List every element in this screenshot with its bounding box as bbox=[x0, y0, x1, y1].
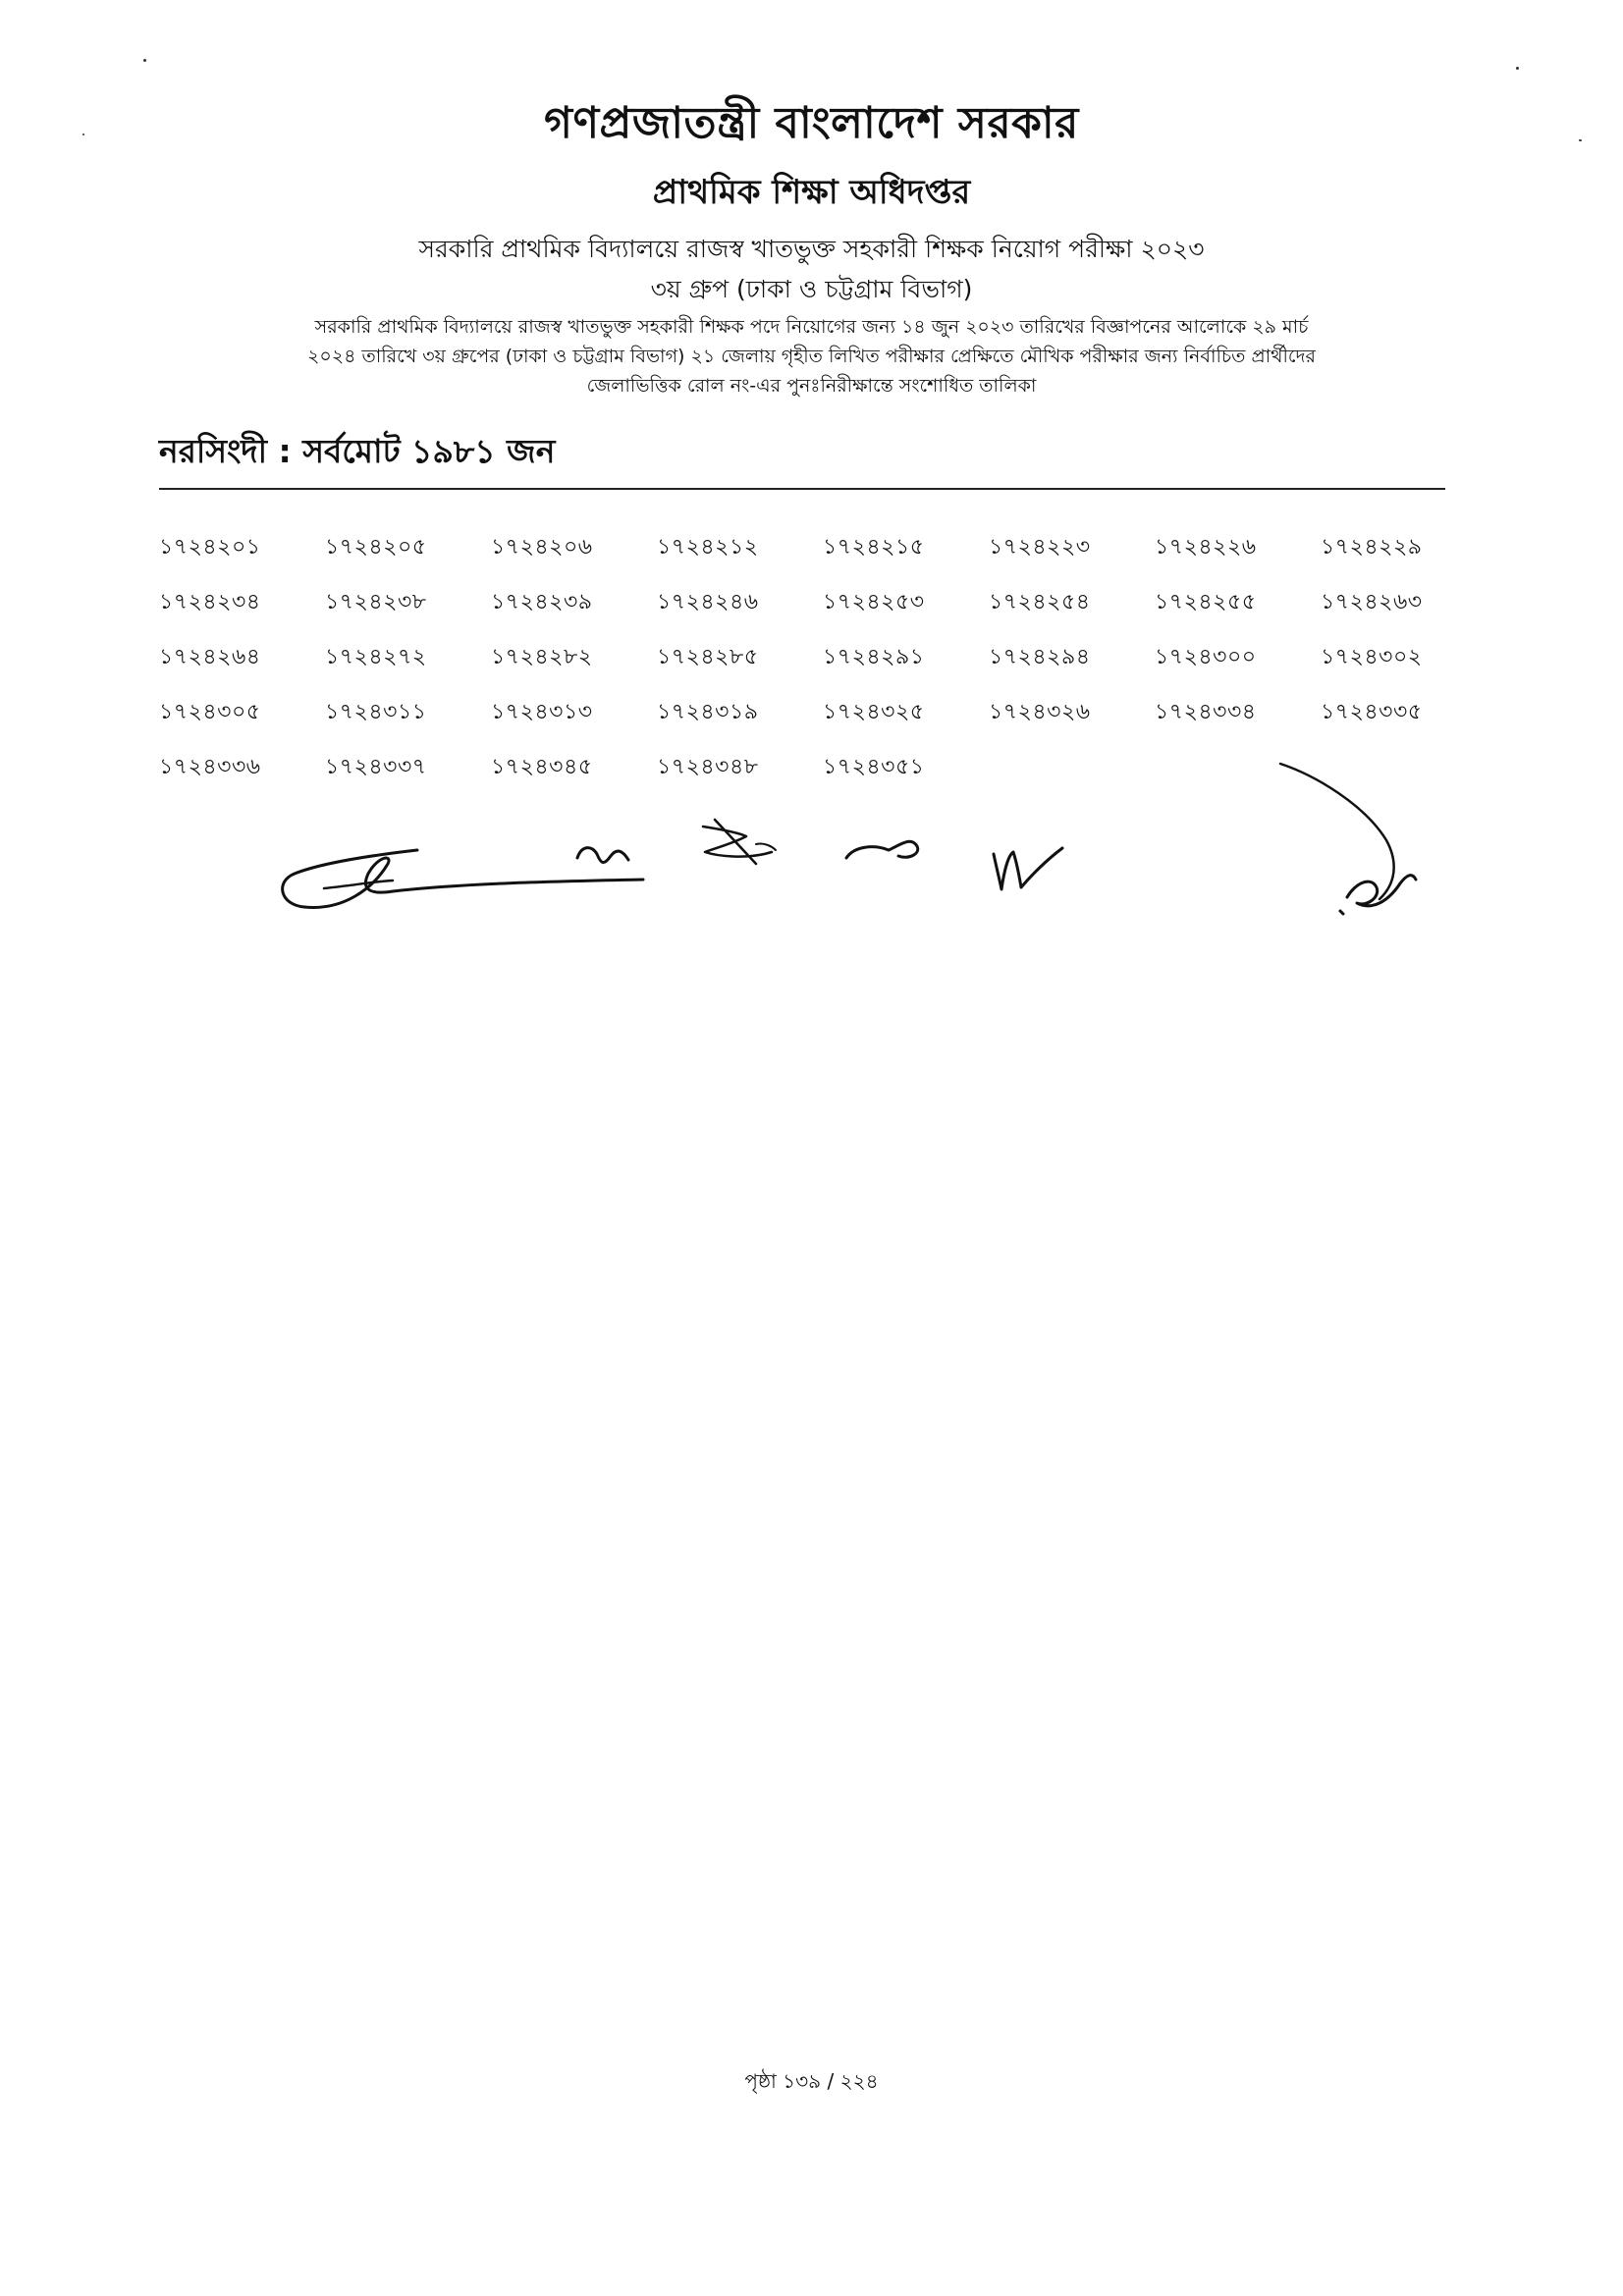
roll-number: ১৭২৪৩৪৫ bbox=[491, 755, 593, 779]
roll-number: ১৭২৪২৩৮ bbox=[325, 590, 427, 614]
roll-number: ১৭২৪৩১১ bbox=[325, 700, 427, 724]
roll-number: ১৭২৪২৮২ bbox=[491, 645, 593, 669]
description-line: সরকারি প্রাথমিক বিদ্যালয়ে রাজস্ব খাতভুক্ত সহকারী শিক্ষক পদে নিয়োগের জন্য ১৪ জুন ২০২৩ তারিখের বিজ্ঞাপনের আলোকে ২৯ মার্চ bbox=[314, 316, 1309, 338]
roll-number: ১৭২৪৩২৬ bbox=[989, 700, 1091, 724]
roll-number: ১৭২৪২৯৪ bbox=[989, 645, 1091, 669]
scan-speck bbox=[1579, 139, 1582, 141]
roll-number: ১৭২৪২২৩ bbox=[989, 535, 1091, 560]
district-heading: নরসিংদী : সর্বমোট ১৯৮১ জন bbox=[159, 432, 556, 470]
signature-5 bbox=[994, 848, 1062, 889]
roll-number: ১৭২৪২০১ bbox=[159, 535, 261, 560]
roll-number: ১৭২৪৩৩৫ bbox=[1321, 700, 1423, 724]
notice-description bbox=[147, 312, 1476, 400]
signature-2 bbox=[577, 848, 628, 863]
signature-1 bbox=[283, 850, 643, 907]
signature-3 bbox=[703, 820, 776, 864]
department-title: প্রাথমিক শিক্ষা অধিদপ্তর bbox=[652, 173, 971, 212]
roll-number: ১৭২৪৩০২ bbox=[1321, 645, 1423, 669]
scan-speck bbox=[82, 133, 84, 135]
roll-number: ১৭২৪৩৩৭ bbox=[325, 755, 427, 779]
roll-number: ১৭২৪৩৩৬ bbox=[159, 755, 261, 779]
roll-number: ১৭২৪২০৫ bbox=[325, 535, 427, 560]
roll-number: ১৭২৪৩৫১ bbox=[823, 755, 925, 779]
description-line: ২০২৪ তারিখে ৩য় গ্রুপের (ঢাকা ও চট্টগ্রাম বিভাগ) ২১ জেলায় গৃহীত লিখিত পরীক্ষার প্রেক্ষিতে মৌখিক পরীক্ষার জন্য নির্বাচিত প্রার্থীদের bbox=[307, 346, 1316, 367]
signature-4 bbox=[846, 841, 918, 858]
roll-number: ১৭২৪২৩৪ bbox=[159, 590, 261, 614]
exam-title: সরকারি প্রাথমিক বিদ্যালয়ে রাজস্ব খাতভুক্ত সহকারী শিক্ষক নিয়োগ পরীক্ষা ২০২৩ bbox=[418, 235, 1205, 263]
roll-number: ১৭২৪২১৫ bbox=[823, 535, 925, 560]
roll-number: ১৭২৪২৩৯ bbox=[491, 590, 593, 614]
roll-number: ১৭২৪২৫৩ bbox=[823, 590, 925, 614]
heading-divider bbox=[159, 488, 1445, 490]
roll-number: ১৭২৪২৬৩ bbox=[1321, 590, 1423, 614]
roll-number: ১৭২৪২৯১ bbox=[823, 645, 925, 669]
roll-number: ১৭২৪৩২৫ bbox=[823, 700, 925, 724]
roll-number: ১৭২৪২৫৫ bbox=[1155, 590, 1257, 614]
government-title: গণপ্রজাতন্ত্রী বাংলাদেশ সরকার bbox=[544, 98, 1079, 148]
roll-number: ১৭২৪২৮৫ bbox=[657, 645, 759, 669]
roll-number: ১৭২৪৩১৩ bbox=[491, 700, 593, 724]
roll-number: ১৭২৪২৭২ bbox=[325, 645, 427, 669]
roll-number: ১৭২৪২০৬ bbox=[491, 535, 593, 560]
roll-number: ১৭২৪২৫৪ bbox=[989, 590, 1091, 614]
roll-number: ১৭২৪৩০০ bbox=[1155, 645, 1257, 669]
roll-number: ১৭২৪২২৬ bbox=[1155, 535, 1257, 560]
roll-number: ১৭২৪২১২ bbox=[657, 535, 759, 560]
roll-number: ১৭২৪২৪৬ bbox=[657, 590, 759, 614]
group-title: ৩য় গ্রুপ (ঢাকা ও চট্টগ্রাম বিভাগ) bbox=[650, 275, 973, 303]
roll-number-grid bbox=[159, 530, 1455, 805]
scan-speck bbox=[143, 59, 146, 62]
roll-number: ১৭২৪৩০৫ bbox=[159, 700, 261, 724]
roll-number: ১৭২৪২২৯ bbox=[1321, 535, 1423, 560]
page-number: পৃষ্ঠা ১৩৯ / ২২৪ bbox=[744, 2069, 879, 2093]
roll-number: ১৭২৪৩৩৪ bbox=[1155, 700, 1257, 724]
roll-number: ১৭২৪৩১৯ bbox=[657, 700, 759, 724]
description-line: জেলাভিত্তিক রোল নং-এর পুনঃনিরীক্ষান্তে সংশোধিত তালিকা bbox=[586, 375, 1037, 397]
roll-number: ১৭২৪৩৪৮ bbox=[657, 755, 759, 779]
scan-speck bbox=[1516, 67, 1519, 70]
roll-number: ১৭২৪২৬৪ bbox=[159, 645, 261, 669]
